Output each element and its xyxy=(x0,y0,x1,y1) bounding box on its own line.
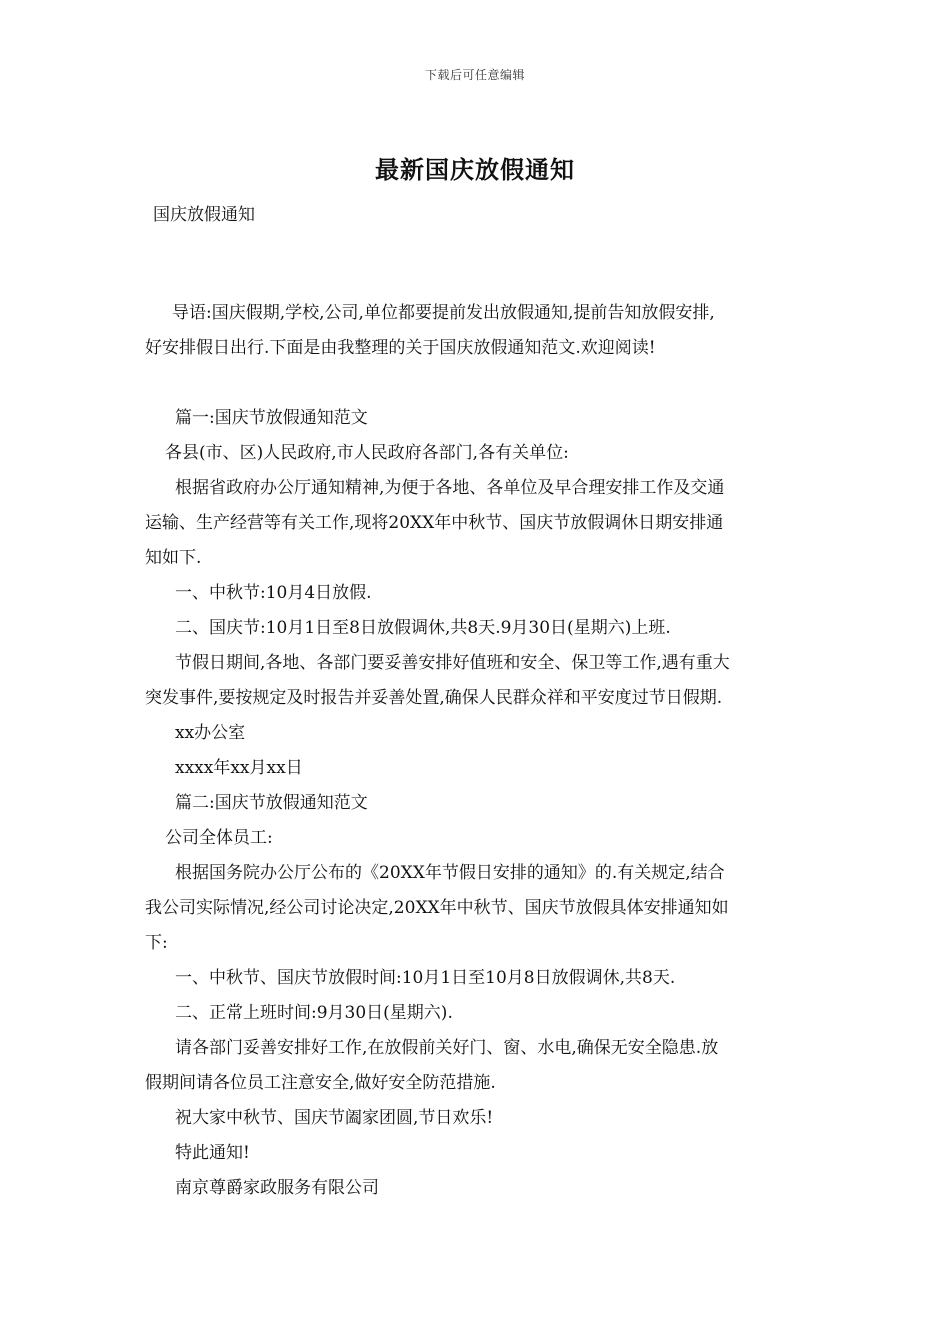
article1-paragraph-line: 运输、生产经营等有关工作,现将20XX年中秋节、国庆节放假调休日期安排通 xyxy=(145,513,724,533)
document-title: 最新国庆放假通知 xyxy=(375,156,575,184)
article2-paragraph-line: 下: xyxy=(145,933,168,953)
article2-paragraph-line: 我公司实际情况,经公司讨论决定,20XX年中秋节、国庆节放假具体安排通知如 xyxy=(145,898,729,918)
article2-paragraph-line: 请各部门妥善安排好工作,在放假前关好门、窗、水电,确保无安全隐患.放 xyxy=(175,1038,719,1058)
article1-sign-office: xx办公室 xyxy=(175,723,246,743)
spacer xyxy=(145,366,807,401)
article1-heading: 篇一:国庆节放假通知范文 xyxy=(175,408,368,428)
article1-paragraph-line: 根据省政府办公厅通知精神,为便于各地、各单位及早合理安排工作及交通 xyxy=(175,478,725,498)
article1-item: 一、中秋节:10月4日放假. xyxy=(175,583,372,603)
document-subtitle: 国庆放假通知 xyxy=(153,205,255,225)
article2-salutation: 公司全体员工: xyxy=(165,828,273,848)
article1-paragraph-line: 知如下. xyxy=(145,548,202,568)
article2-heading: 篇二:国庆节放假通知范文 xyxy=(175,793,368,813)
document-body xyxy=(145,296,807,1206)
header-note: 下载后可任意编辑 xyxy=(424,68,525,82)
article1-salutation: 各县(市、区)人民政府,市人民政府各部门,各有关单位: xyxy=(165,443,569,463)
article1-paragraph-line: 节假日期间,各地、各部门要妥善安排好值班和安全、保卫等工作,遇有重大 xyxy=(175,653,730,673)
article1-item: 二、国庆节:10月1日至8日放假调休,共8天.9月30日(星期六)上班. xyxy=(175,618,671,638)
article2-paragraph-line: 假期间请各位员工注意安全,做好安全防范措施. xyxy=(145,1073,496,1093)
article1-sign-date: xxxx年xx月xx日 xyxy=(175,758,303,778)
article2-item: 一、中秋节、国庆节放假时间:10月1日至10月8日放假调休,共8天. xyxy=(175,968,676,988)
article1-paragraph-line: 突发事件,要按规定及时报告并妥善处置,确保人民群众祥和平安度过节日假期. xyxy=(145,688,723,708)
intro-line: 导语:国庆假期,学校,公司,单位都要提前发出放假通知,提前告知放假安排, xyxy=(172,303,715,323)
article2-wish: 祝大家中秋节、国庆节阖家团圆,节日欢乐! xyxy=(175,1108,494,1128)
intro-line: 好安排假日出行.下面是由我整理的关于国庆放假通知范文.欢迎阅读! xyxy=(145,338,656,358)
article2-item: 二、正常上班时间:9月30日(星期六). xyxy=(175,1003,453,1023)
article2-company: 南京尊爵家政服务有限公司 xyxy=(175,1178,379,1198)
article2-paragraph-line: 根据国务院办公厅公布的《20XX年节假日安排的通知》的.有关规定,结合 xyxy=(175,863,725,883)
article2-closing: 特此通知! xyxy=(175,1143,250,1163)
